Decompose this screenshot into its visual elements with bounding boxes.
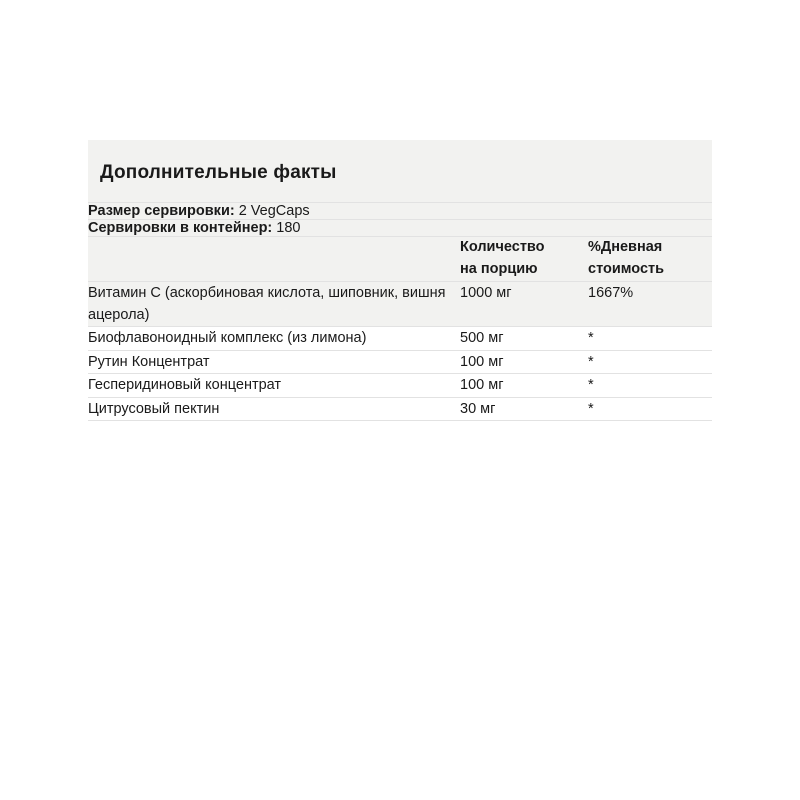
servings-per-container-cell [88, 220, 712, 237]
ingredient-name: Гесперидиновый концентрат [88, 374, 460, 397]
supplement-facts-panel [88, 140, 712, 421]
ingredient-name: Витамин C (аскорбиновая кислота, шиповник, вишня ацерола) [88, 281, 460, 327]
serving-size-row [88, 203, 712, 220]
page-title: Дополнительные факты [88, 140, 712, 202]
supplement-facts-table [88, 202, 712, 420]
ingredient-daily-value: * [588, 350, 712, 373]
servings-per-container-value: 180 [276, 220, 301, 236]
ingredient-amount: 500 мг [460, 327, 588, 350]
table-row [88, 327, 712, 350]
ingredient-amount: 30 мг [460, 397, 588, 420]
servings-per-container-label: Сервировки в контейнер: [88, 220, 273, 236]
servings-per-container-row [88, 220, 712, 237]
header-amount-per-serving [460, 237, 588, 282]
ingredient-daily-value: 1667% [588, 281, 712, 327]
table-row [88, 350, 712, 373]
table-bottom-divider [88, 420, 712, 421]
table-header-row [88, 237, 712, 282]
header-dv-line2: стоимость [588, 260, 665, 277]
header-dv-line1: %Дневная [588, 239, 663, 255]
ingredient-amount: 100 мг [460, 374, 588, 397]
ingredient-daily-value: * [588, 397, 712, 420]
ingredient-name: Биофлавоноидный комплекс (из лимона) [88, 327, 460, 350]
ingredient-amount: 1000 мг [460, 281, 588, 327]
header-name [88, 237, 460, 282]
table-row [88, 397, 712, 420]
ingredient-daily-value: * [588, 374, 712, 397]
serving-size-cell [88, 203, 712, 220]
ingredient-name: Рутин Концентрат [88, 350, 460, 373]
serving-size-label: Размер сервировки: [88, 203, 235, 219]
header-daily-value [588, 237, 712, 282]
serving-size-value: 2 VegCaps [238, 203, 310, 219]
table-row [88, 374, 712, 397]
table-row [88, 281, 712, 327]
ingredient-name: Цитрусовый пектин [88, 397, 460, 420]
ingredient-amount: 100 мг [460, 350, 588, 373]
header-amount-line2: на порцию [460, 260, 538, 277]
header-amount-line1: Количество [460, 239, 545, 255]
ingredient-daily-value: * [588, 327, 712, 350]
